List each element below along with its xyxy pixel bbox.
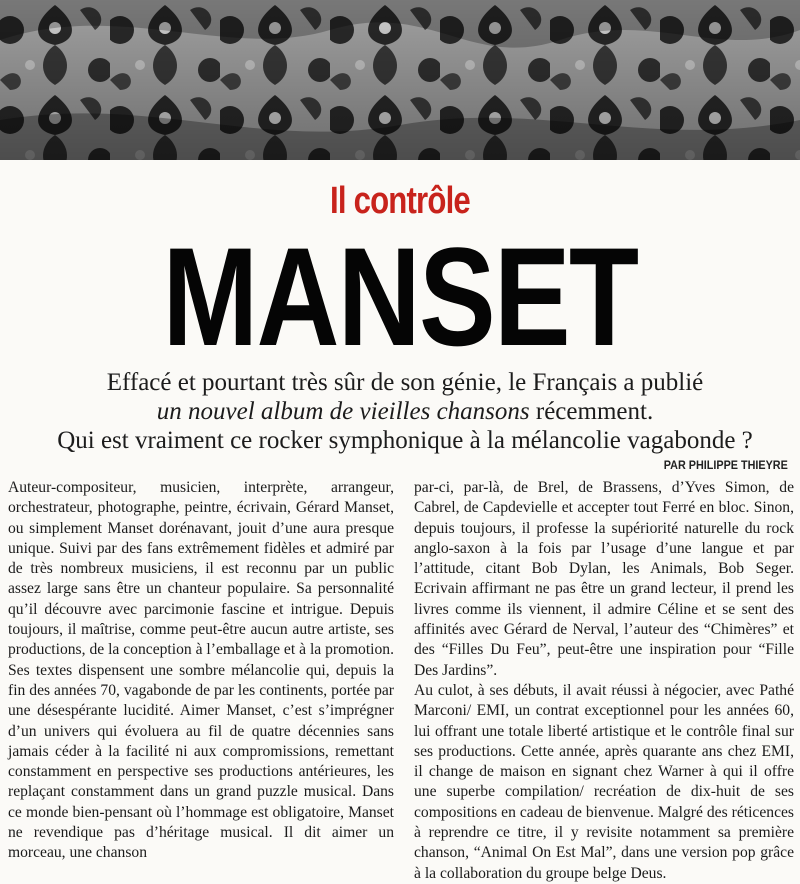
- kicker-title: Il contrôle: [330, 180, 470, 222]
- body-column-left: [8, 478, 394, 864]
- intro-line-3: Qui est vraiment ce rocker symphonique à la mélancolie vagabonde ?: [57, 427, 753, 454]
- intro-line-2-end: récemment.: [529, 398, 654, 425]
- byline: PAR PHILIPPE THIEYRE: [663, 458, 788, 472]
- intro-text: [20, 368, 790, 455]
- main-title: MANSET: [162, 218, 638, 375]
- body-paragraph: Au culot, à ses débuts, il avait réussi à négocier, avec Pathé Marconi/ EMI, un contrat exceptionnel pour les années 60, lui offrant une totale liberté artistique et le contrôle final sur ses productions. Cette année, après quarante ans chez EMI, il change de maison en signant chez Warner à qui il offre une superbe compilation/ recréation de dix-huit de ses compositions en cadeau de bienvenue. Malgré des réticences à reprendre ce titre, il y revisite notamment sa première chanson, “Animal On Est Mal”, dans une version pop grâce à la collaboration du groupe belge Deus.: [414, 681, 794, 882]
- header-photo: [0, 0, 800, 160]
- body-paragraph: Auteur-compositeur, musicien, interprète, arrangeur, orchestrateur, photographe, peintre, écrivain, Gérard Manset, ou simplement Manset dorénavant, jouit d’une aura presque unique. Suivi par des fans extrêmement fidèles et admiré par de très nombreux musiciens, il est reconnu par un public assez large sans être un chanteur populaire. Sa personnalité qu’il découvre avec parcimonie fascine et intrigue. Depuis toujours, il maîtrise, comme peut-être aucun autre artiste, ses productions, de la conception à l’emballage et à la promotion. Ses textes dispensent une sombre mélancolie qui, depuis la fin des années 70, vagabonde de par les continents, portée par une désespérante lucidité. Aimer Manset, c’est s’imprégner d’un univers qui évoluera au fil de quatre décennies sans jamais céder à la facilité ni aux compromissions, remettant constamment en perspective ses productions antérieures, les replaçant constamment dans un grand puzzle musical. Dans ce monde bien-pensant où l’hommage est obligatoire, Manset ne revendique pas d’héritage musical. Il dit aimer un morceau, une chanson: [8, 479, 394, 862]
- body-column-right: [414, 478, 794, 884]
- intro-italic: un nouvel album de vieilles chansons: [156, 398, 530, 425]
- intro-line-1: Effacé et pourtant très sûr de son génie, le Français a publié: [106, 369, 704, 396]
- body-paragraph: par-ci, par-là, de Brel, de Brassens, d’Yves Simon, de Cabrel, de Capdevielle et accepter tout Ferré en bloc. Sinon, depuis toujours, il professe la supériorité naturelle du rock anglo-saxon à la fois par l’usage d’une langue et par l’attitude, citant Bob Dylan, les Animals, Bob Seger. Ecrivain affirmant ne pas être un grand lecteur, il prend les livres comme ils viennent, il admire Céline et se sent des affinités avec Gérard de Nerval, l’auteur des “Chimères” et des “Filles Du Feu”, peut-être une inspiration pour “Fille Des Jardins”.: [414, 479, 794, 679]
